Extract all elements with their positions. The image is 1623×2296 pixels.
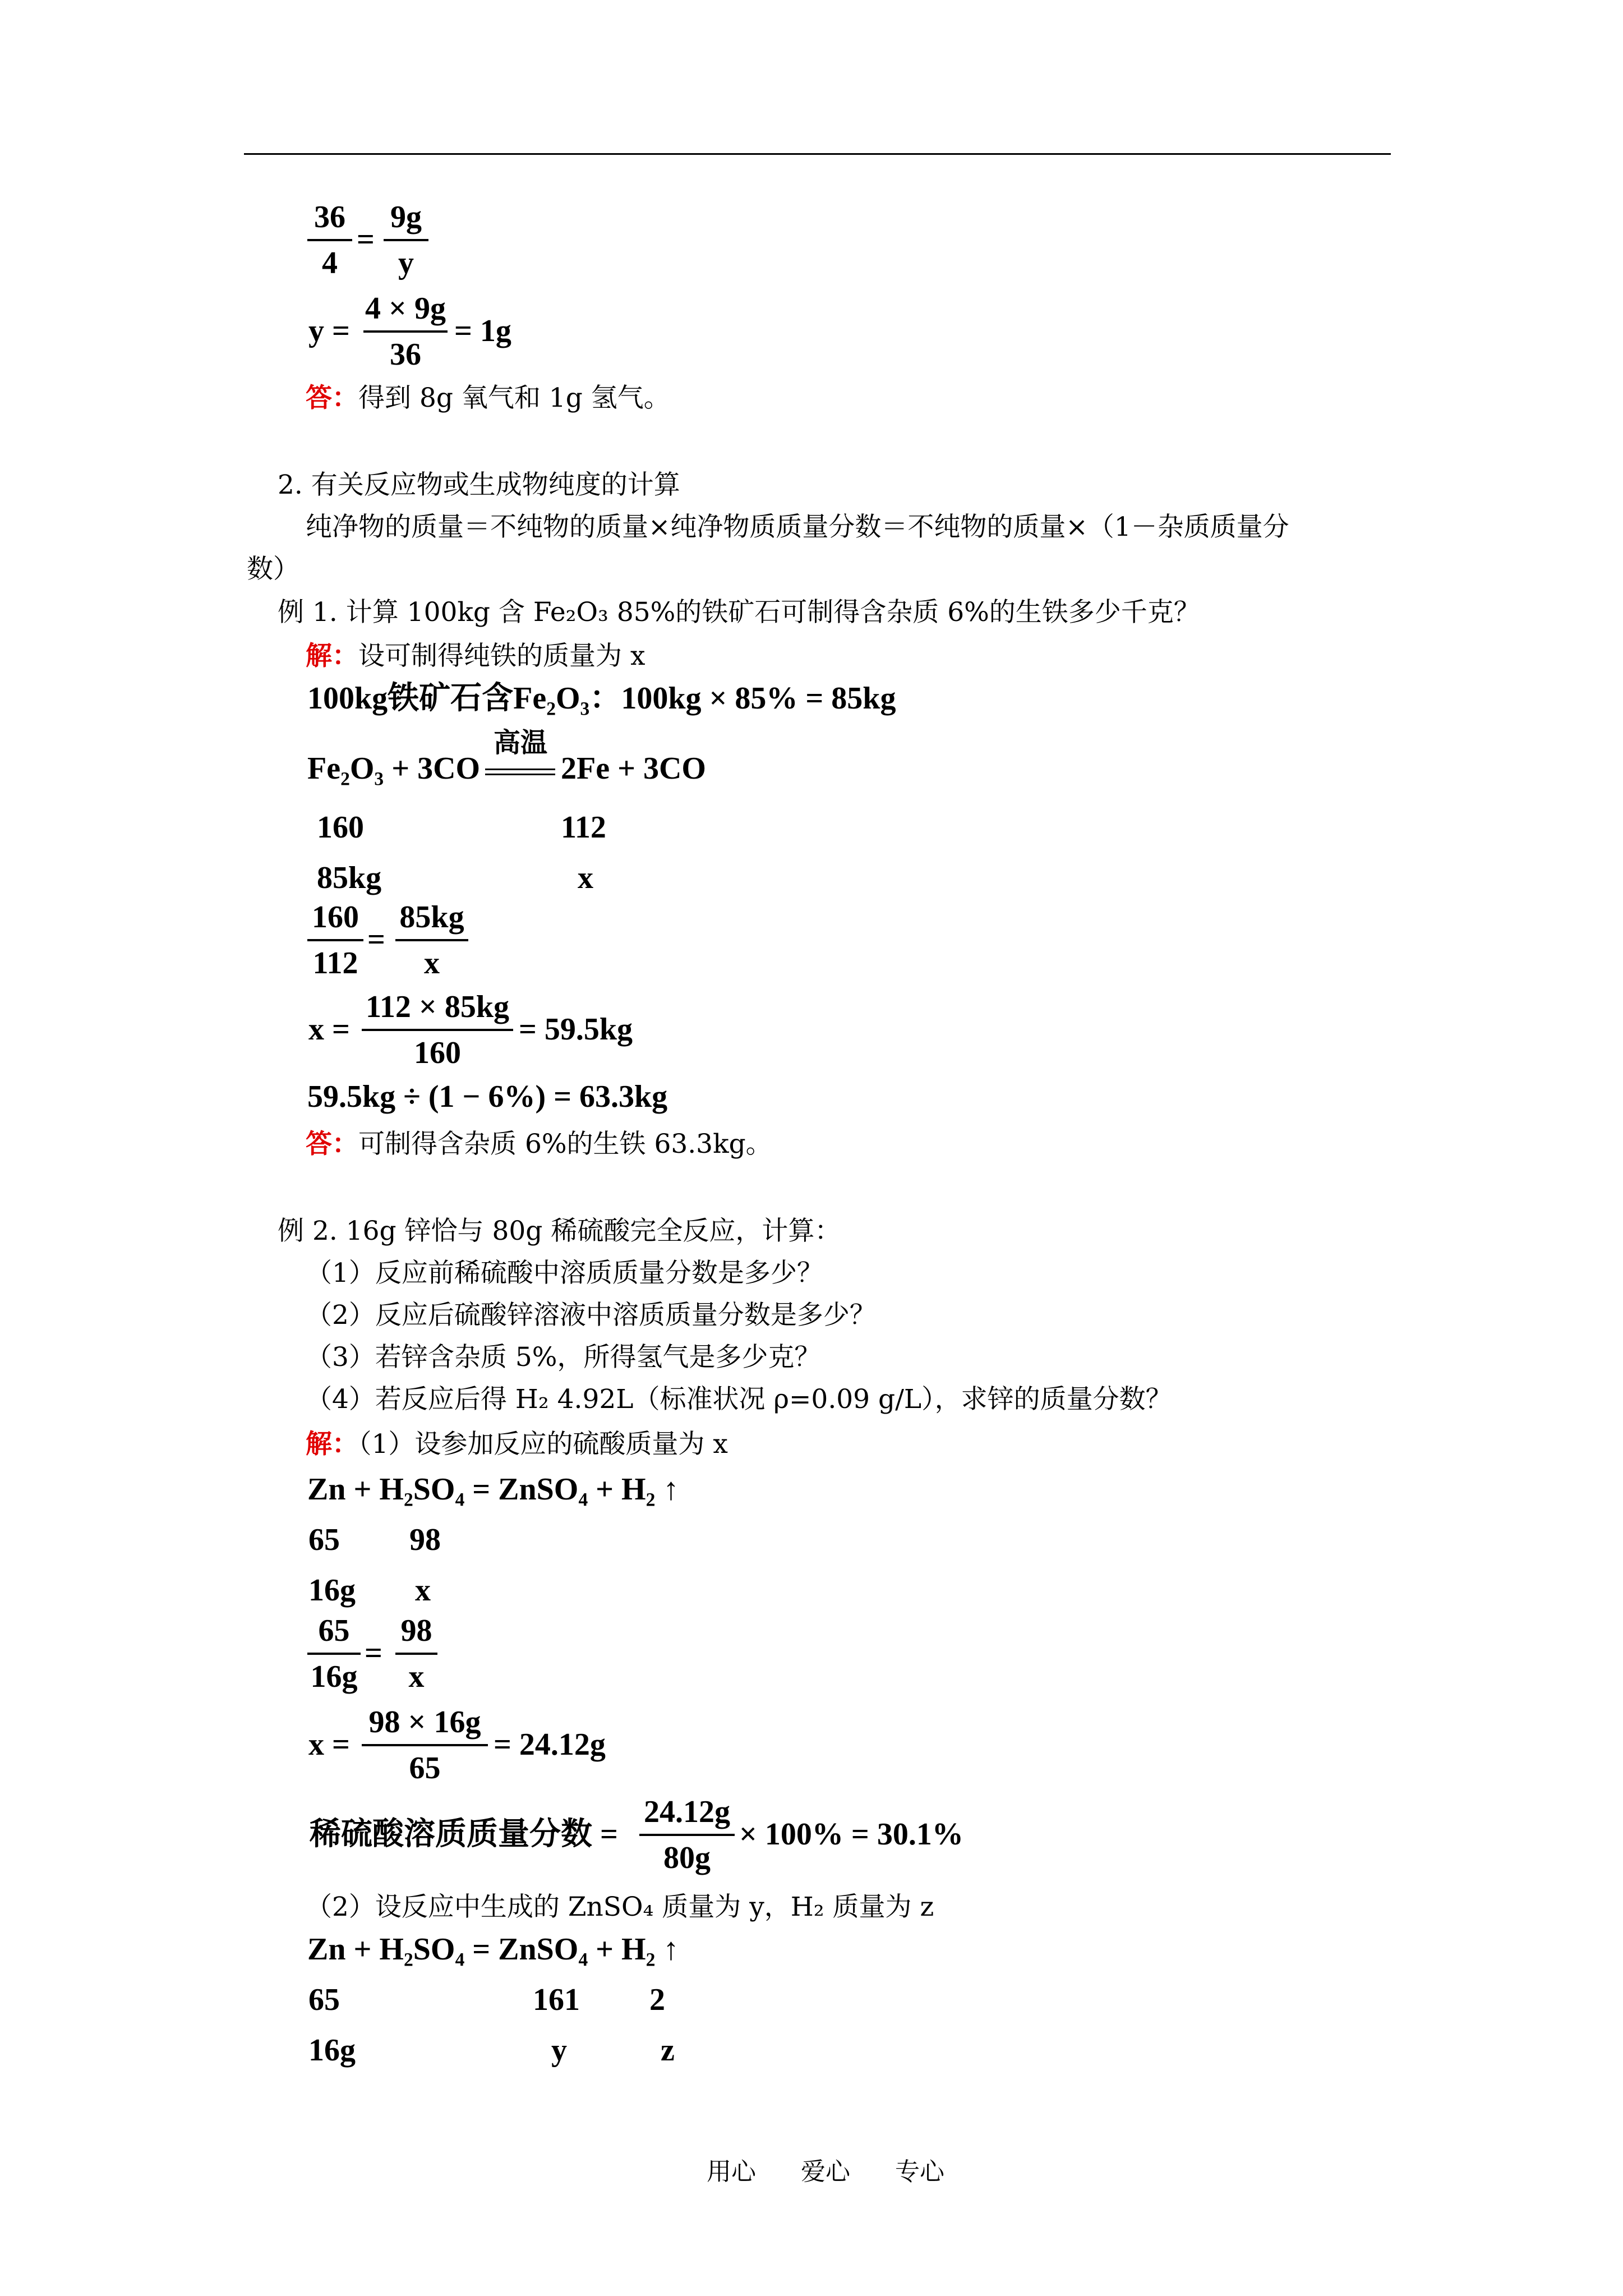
mass-fraction-rhs: × 100% = 30.1% xyxy=(739,1817,963,1852)
fraction-85kg-x: 85kg x xyxy=(395,898,468,983)
equals-sign: = xyxy=(357,222,375,257)
solve-x2-lhs: x = xyxy=(308,1727,350,1762)
final-result: 59.5kg ÷ (1 − 6%) = 63.3kg xyxy=(307,1079,668,1114)
example2-q4: （4）若反应后得 H₂ 4.92L（标准状况 ρ=0.09 g/L），求锌的质量分数？ xyxy=(306,1384,1172,1415)
ore-line: 100kg铁矿石含Fe₂O₃：100kg × 85% = 85kg xyxy=(307,681,896,716)
purity-formula-line1: 纯净物的质量＝不纯物的质量×纯净物质质量分数＝不纯物的质量×（1－杂质质量分 xyxy=(306,512,1289,542)
example2-question: 例 2. 16g 锌恰与 80g 稀硫酸完全反应，计算： xyxy=(278,1216,841,1246)
reaction-right: 2Fe + 3CO xyxy=(561,751,706,786)
molar-160: 160 xyxy=(317,810,364,845)
part2-setup: （2）设反应中生成的 ZnSO₄ 质量为 y，H₂ 质量为 z xyxy=(306,1892,934,1922)
b-molar-2: 2 xyxy=(649,1982,665,2017)
fraction-98x16g-65: 98 × 16g 65 xyxy=(362,1703,488,1788)
fraction-24.12g-80g: 24.12g 80g xyxy=(639,1792,735,1878)
example1-question: 例 1. 计算 100kg 含 Fe₂O₃ 85%的铁矿石可制得含杂质 6%的生铁多少千克？ xyxy=(278,597,1200,628)
purity-formula-line2: 数） xyxy=(247,554,299,585)
a-molar-65: 65 xyxy=(308,1522,340,1557)
b-value-16g: 16g xyxy=(308,2033,356,2068)
solve-x-lhs: x = xyxy=(308,1012,350,1047)
up-arrow-icon: ↑ xyxy=(663,1472,679,1507)
reaction-left: Fe₂O₃ + 3CO xyxy=(307,751,481,786)
up-arrow-icon: ↑ xyxy=(663,1932,679,1967)
example2-q2: （2）反应后硫酸锌溶液中溶质质量分数是多少？ xyxy=(306,1300,876,1331)
example2-q3: （3）若锌含杂质 5%，所得氢气是多少克？ xyxy=(306,1342,821,1373)
fraction-98-x: 98 x xyxy=(395,1611,437,1696)
fraction-4x9g-36: 4 × 9g 36 xyxy=(363,289,448,374)
example2-q1: （1）反应前稀硫酸中溶质质量分数是多少？ xyxy=(306,1258,823,1289)
fraction-160-112: 160 112 xyxy=(307,898,363,983)
fraction-36-4: 36 4 xyxy=(307,197,352,283)
b-value-z: z xyxy=(661,2033,675,2068)
equals-sign: = xyxy=(365,1636,382,1671)
equals-sign: = xyxy=(367,922,385,957)
b-molar-161: 161 xyxy=(533,1982,580,2017)
answer-1: 答：得到 8g 氧气和 1g 氢气。 xyxy=(306,383,670,413)
section-heading: 2. 有关反应物或生成物纯度的计算 xyxy=(278,470,680,500)
b-molar-65: 65 xyxy=(308,1982,340,2017)
a-value-16g: 16g xyxy=(308,1573,356,1608)
solve-x2-rhs: = 24.12g xyxy=(494,1727,606,1762)
reaction-condition: 高温 xyxy=(494,728,548,758)
a-molar-98: 98 xyxy=(409,1522,441,1557)
eq2-rhs: = 1g xyxy=(454,314,511,348)
page-footer: 用心 爱心 专心 xyxy=(707,2157,944,2186)
example2-solve: 解：（1）设参加反应的硫酸质量为 x xyxy=(306,1429,728,1460)
eq2-lhs: y = xyxy=(308,314,350,348)
value-x: x xyxy=(578,861,593,895)
a-value-x: x xyxy=(415,1573,431,1608)
fraction-9g-y: 9g y xyxy=(384,197,428,283)
molar-112: 112 xyxy=(561,810,606,845)
fraction-65-16g: 65 16g xyxy=(307,1611,361,1696)
answer-2: 答：可制得含杂质 6%的生铁 63.3kg。 xyxy=(306,1129,772,1159)
header-rule xyxy=(244,153,1391,155)
zn-reaction-b: Zn + H₂SO₄ = ZnSO₄ + H₂ ↑ xyxy=(307,1930,679,1969)
mass-fraction-lhs: 稀硫酸溶质质量分数 = xyxy=(310,1817,618,1852)
fraction-112x85kg-160: 112 × 85kg 160 xyxy=(362,987,513,1073)
reaction-equals-bar xyxy=(485,769,555,775)
value-85kg: 85kg xyxy=(317,861,382,895)
zn-reaction-a: Zn + H₂SO₄ = ZnSO₄ + H₂ ↑ xyxy=(307,1470,679,1509)
solve-x-rhs: = 59.5kg xyxy=(519,1012,633,1047)
b-value-y: y xyxy=(551,2033,567,2068)
example1-solve: 解：设可制得纯铁的质量为 x xyxy=(306,641,645,671)
